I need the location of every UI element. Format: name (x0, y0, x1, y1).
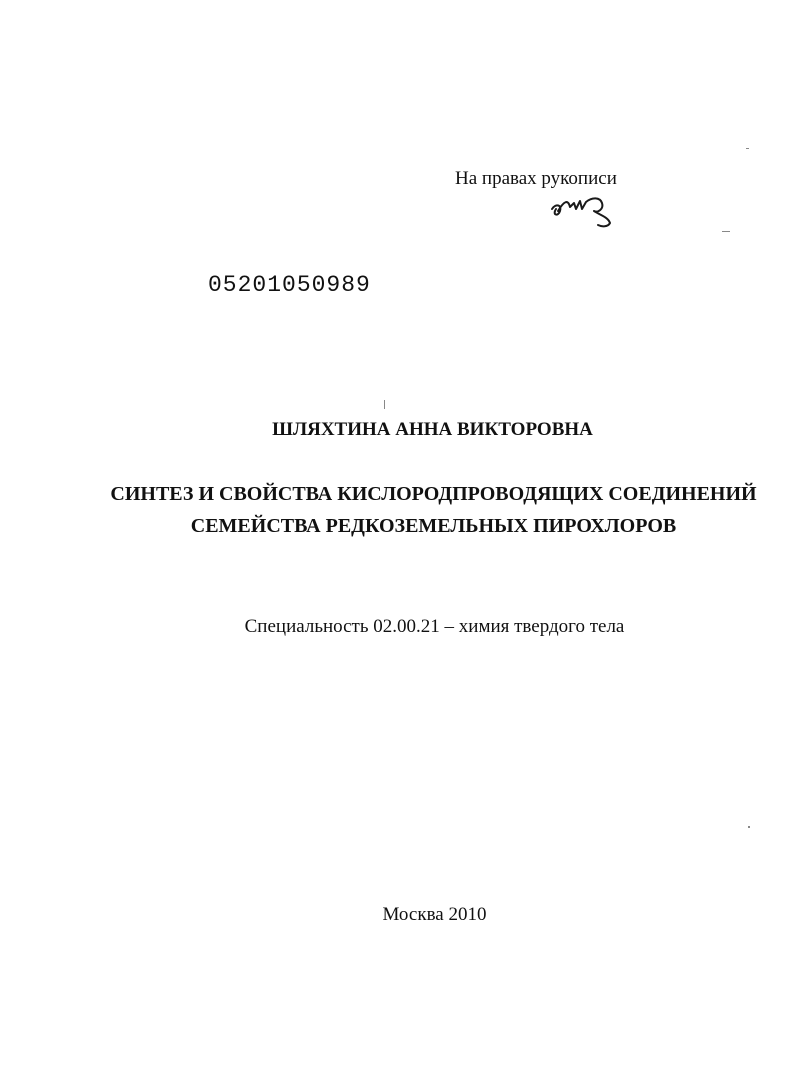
dissertation-title (0, 478, 799, 542)
specialty-line: Специальность 02.00.21 – химия твердого тела (244, 616, 625, 637)
title-line-1: СИНТЕЗ И СВОЙСТВА КИСЛОРОДПРОВОДЯЩИХ СОЕДИНЕНИЙ (110, 483, 757, 505)
scan-speck (722, 231, 730, 232)
scan-speck (748, 826, 750, 828)
title-line-2: СЕМЕЙСТВА РЕДКОЗЕМЕЛЬНЫХ ПИРОХЛОРОВ (190, 515, 677, 537)
author-name: ШЛЯХТИНА АННА ВИКТОРОВНА (272, 419, 593, 440)
city-year: Москва 2010 (382, 904, 487, 925)
archive-number: 05201050989 (208, 272, 371, 298)
scan-speck (384, 400, 385, 409)
handwritten-signature (548, 193, 620, 233)
rights-note: На правах рукописи (455, 168, 617, 189)
scan-speck (746, 148, 749, 149)
